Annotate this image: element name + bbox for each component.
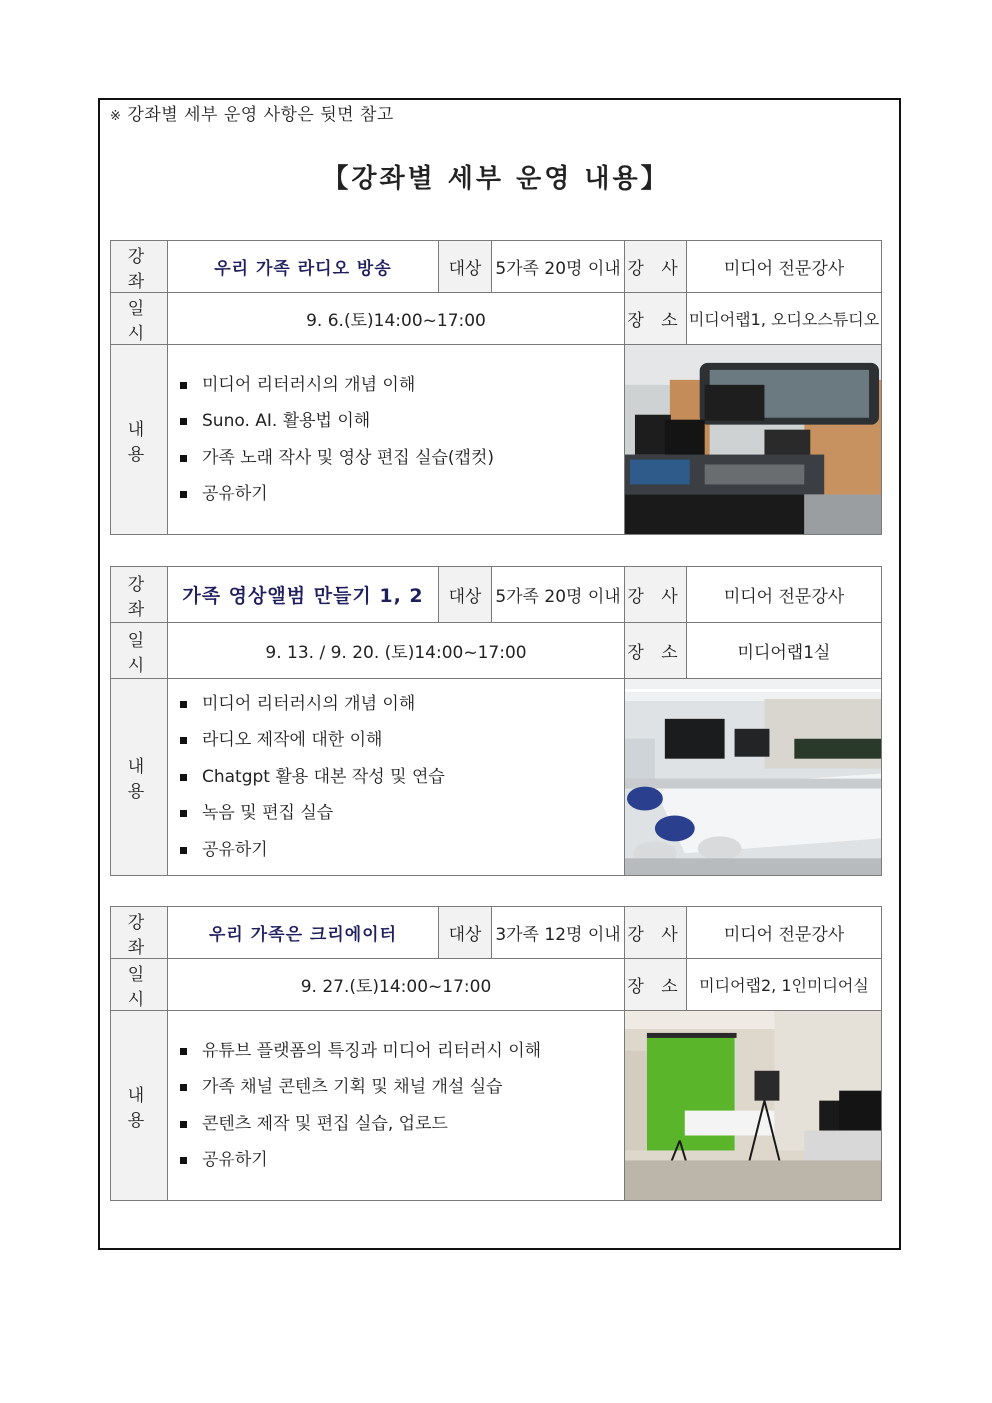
instructor-value: 미디어 전문강사 [687,241,882,293]
creator-studio-photo [625,1011,882,1201]
target-value: 3가족 12명 이내 [492,907,625,959]
list-item: 공유하기 [180,476,624,513]
course-title: 가족 영상앨범 만들기 1, 2 [168,567,439,623]
target-label: 대상 [439,907,492,959]
content-list-cell [168,345,625,535]
place-value: 미디어랩2, 1인미디어실 [687,959,882,1011]
instructor-value: 미디어 전문강사 [687,907,882,959]
datetime-label: 일 시 [111,293,168,345]
instructor-label: 강 사 [625,567,687,623]
notice-label: 강좌별 세부 운영 사항은 뒷면 참고 [127,105,394,125]
instructor-value: 미디어 전문강사 [687,567,882,623]
content-list [168,1033,624,1179]
notice-text [110,100,394,125]
datetime-value: 9. 6.(토)14:00~17:00 [168,293,625,345]
reference-mark: ※ [110,109,122,124]
place-label: 장 소 [625,959,687,1011]
content-label: 내 용 [111,679,168,876]
list-item: 공유하기 [180,832,624,869]
instructor-label: 강 사 [625,241,687,293]
place-value: 미디어랩1실 [687,623,882,679]
content-list [168,367,624,513]
instructor-label: 강 사 [625,907,687,959]
content-list [168,686,624,869]
list-item: 녹음 및 편집 실습 [180,795,624,832]
place-value: 미디어랩1, 오디오스튜디오 [687,293,882,345]
datetime-label: 일 시 [111,623,168,679]
page-title: 【강좌별 세부 운영 내용】 [322,164,670,194]
course-label: 강 좌 [111,241,168,293]
target-value: 5가족 20명 이내 [492,567,625,623]
target-value: 5가족 20명 이내 [492,241,625,293]
course-title: 우리 가족 라디오 방송 [168,241,439,293]
course-label: 강 좌 [111,907,168,959]
list-item: 라디오 제작에 대한 이해 [180,722,624,759]
list-item: 미디어 리터러시의 개념 이해 [180,686,624,723]
list-item: 유튜브 플랫폼의 특징과 미디어 리터러시 이해 [180,1033,624,1070]
content-label: 내 용 [111,345,168,535]
course-table-1 [110,240,882,535]
course-title: 우리 가족은 크리에이터 [168,907,439,959]
content-label: 내 용 [111,1011,168,1201]
target-label: 대상 [439,567,492,623]
course-label: 강 좌 [111,567,168,623]
list-item: 가족 노래 작사 및 영상 편집 실습(캡컷) [180,440,624,477]
studio-photo [625,345,882,535]
content-list-cell [168,1011,625,1201]
media-lab-photo [625,679,882,876]
place-label: 장 소 [625,293,687,345]
datetime-label: 일 시 [111,959,168,1011]
list-item: Suno. AI. 활용법 이해 [180,403,624,440]
course-table-2 [110,566,882,876]
datetime-value: 9. 13. / 9. 20. (토)14:00~17:00 [168,623,625,679]
content-list-cell [168,679,625,876]
target-label: 대상 [439,241,492,293]
list-item: Chatgpt 활용 대본 작성 및 연습 [180,759,624,796]
list-item: 콘텐츠 제작 및 편집 실습, 업로드 [180,1106,624,1143]
list-item: 가족 채널 콘텐츠 기획 및 채널 개설 실습 [180,1069,624,1106]
place-label: 장 소 [625,623,687,679]
list-item: 공유하기 [180,1142,624,1179]
course-table-3 [110,906,882,1201]
datetime-value: 9. 27.(토)14:00~17:00 [168,959,625,1011]
list-item: 미디어 리터러시의 개념 이해 [180,367,624,404]
